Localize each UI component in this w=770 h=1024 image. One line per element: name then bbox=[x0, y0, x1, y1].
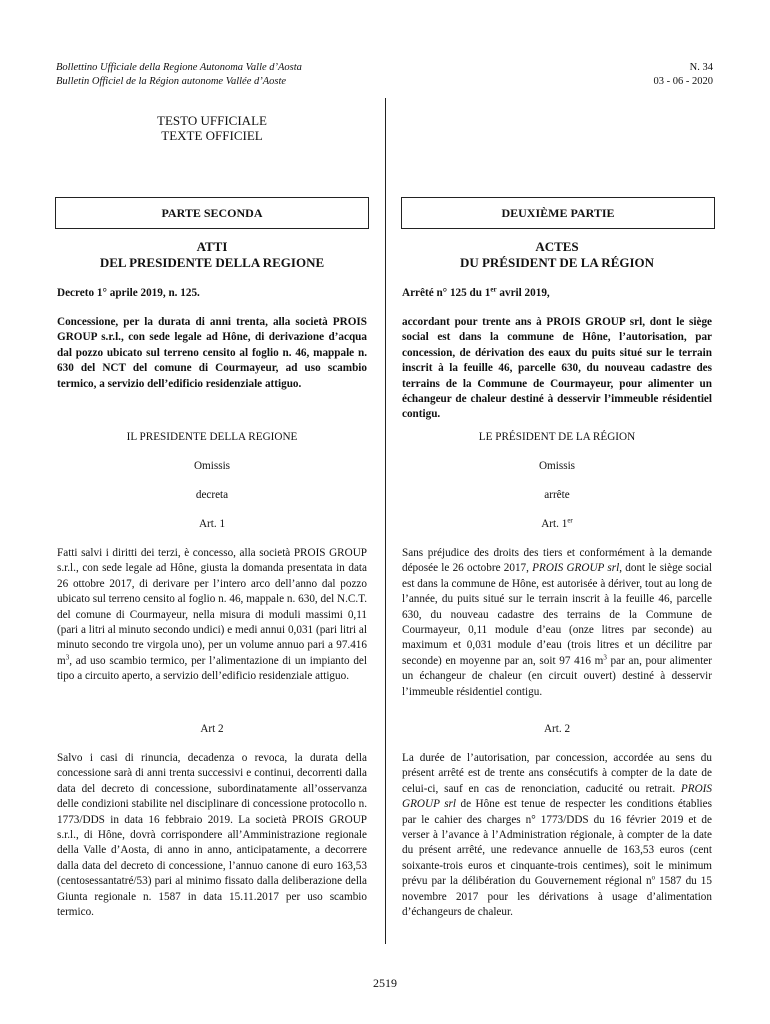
article1-heading-it: Art. 1 bbox=[198, 518, 226, 530]
part-box-it: PARTE SECONDA bbox=[55, 197, 369, 229]
article1-heading-fr-text: Art. 1 bbox=[541, 518, 568, 530]
cubic-superscript-fr: 3 bbox=[603, 653, 607, 662]
decree-title-fr-part2: avril 2019, bbox=[496, 287, 550, 299]
section-heading-fr bbox=[402, 239, 712, 271]
cubic-superscript-it: 3 bbox=[65, 653, 70, 662]
article1-body-it bbox=[57, 546, 367, 685]
section-heading-it-line1: ATTI bbox=[196, 239, 228, 254]
decrees-fr: arrête bbox=[544, 489, 570, 501]
decree-title-fr-part1: Arrêté n° 125 du 1 bbox=[402, 287, 491, 299]
decree-subject-it: Concessione, per la durata di anni trenta, alla società PROIS GROUP s.r.l., con sede legale ad Hône, di derivazione d’acqua dal pozzo ubicato sul terreno censito al foglio n. 46, mappale n. 630 del NCT del comune di Courmayeur, ad uso scambio termico, a servizio dell’edificio residenziale attiguo. bbox=[57, 316, 367, 390]
column-divider bbox=[385, 98, 386, 944]
decree-title-fr-sup: er bbox=[490, 285, 497, 294]
number-superscript-fr: o bbox=[651, 873, 656, 882]
decree-subject-fr: accordant pour trente ans à PROIS GROUP srl, dont le siège social est dans la commune de Hône, l’autorisation, par concession, de dérivation des eaux du puits situé sur le terrain inscrit à la feuille 46, parcelle 630, du nouveau cadastre des terrains de la Commune de Courmayeur, pour alimenter un échangeur de chaleur destiné à desservir l’immeuble résidentiel contigu. bbox=[402, 316, 712, 421]
article2-body-fr-part1: La durée de l’autorisation, par concession, accordée au sens du présent arrêté est de trente ans consécutifs à compter de la date de celui-ci, sauf en cas de renonciation, caducité ou retrait. bbox=[402, 752, 712, 795]
article2-body-fr-part3: 1587 du 15 novembre 2017 pour les dérivations à usage d’alimentation d’échangeurs de chaleur. bbox=[402, 875, 712, 919]
article2-company-fr: PROIS GROUP srl bbox=[402, 782, 712, 811]
article1-body-fr-part3: par an, pour alimenter un échangeur de chaleur (en circuit ouvert) destiné à desservir l’immeuble résidentiel contigu. bbox=[402, 654, 712, 698]
issue-date: 03 - 06 - 2020 bbox=[653, 76, 713, 87]
bulletin-title-it: Bollettino Ufficiale della Regione Autonoma Valle d’Aosta bbox=[56, 62, 302, 73]
bulletin-title-fr: Bulletin Officiel de la Région autonome Vallée d’Aoste bbox=[56, 76, 287, 87]
decrees-it: decreta bbox=[195, 489, 229, 501]
section-heading-it-line2: DEL PRESIDENTE DELLA REGIONE bbox=[99, 255, 325, 270]
official-text-fr: TEXTE OFFICIEL bbox=[161, 128, 263, 143]
article2-body-fr-part2: de Hône est tenue de respecter les conditions établies par le cahier des charges n° 1773/DDS du 16 février 2019 et de verser à l’avance à l’Administration régionale, à compter de la date du présent arrêté, une redevance annuelle de 163,53 euros (cent soixante-trois euros et cinquante-trois centimes), soit le minimum prévu par la délibération du Gouvernement régional n bbox=[402, 798, 712, 888]
article2-heading-it: Art 2 bbox=[200, 723, 224, 735]
article1-heading-fr-sup: er bbox=[567, 516, 573, 525]
article2-heading-fr: Art. 2 bbox=[543, 723, 571, 735]
section-heading-it bbox=[57, 239, 367, 271]
authority-fr: LE PRÉSIDENT DE LA RÉGION bbox=[478, 431, 636, 443]
article1-heading-fr bbox=[402, 517, 712, 532]
article1-body-fr-part2: , dont le siège social est dans la commune de Hône, est autorisée à dériver, tout au long de l’année, du puits situé sur le terrain inscrit à la feuille 46, parcelle 630, du nouveau cadastre des terrains de la Commune de Courmayeur, 0,11 module d’eau (onze litres par seconde) au maximum et 0,031 module d’eau (trois litres et un décilitre par seconde) en moyenne par an, soit 97 416 m bbox=[402, 562, 713, 667]
omissis-it: Omissis bbox=[193, 460, 231, 472]
section-heading-fr-line1: ACTES bbox=[535, 239, 579, 254]
article1-body-it-part1: Fatti salvi i diritti dei terzi, è concesso, alla società PROIS GROUP s.r.l., con sede legale ad Hône, giusta la domanda presentata in data 26 ottobre 2017, di derivare per l’intero arco dell’anno dal pozzo ubicato sul terreno censito al foglio n. 46, mappale n. 630, del N.C.T. del comune di Courmayeur, nella misura di moduli massimi 0,11 (pari a litri al minuto secondo undici) e medi annui 0,031 (pari litri al minuto secondo tre virgola uno), per un volume annuo pari a 97.416 m bbox=[57, 547, 367, 667]
decree-title-fr bbox=[402, 286, 712, 301]
part-box-fr: DEUXIÈME PARTIE bbox=[401, 197, 715, 229]
section-heading-fr-line2: DU PRÉSIDENT DE LA RÉGION bbox=[459, 255, 655, 270]
article1-company-fr: PROIS GROUP srl bbox=[532, 562, 620, 575]
issue-number: N. 34 bbox=[689, 62, 713, 73]
official-text-title bbox=[57, 113, 367, 143]
decree-title-it: Decreto 1° aprile 2019, n. 125. bbox=[57, 287, 200, 299]
page-number: 2519 bbox=[373, 976, 397, 990]
article2-body-fr bbox=[402, 751, 712, 920]
article1-body-fr-part1: Sans préjudice des droits des tiers et conformément à la demande déposée le 26 octobre 2017, bbox=[402, 547, 712, 575]
bulletin-title bbox=[56, 61, 376, 89]
issue-info bbox=[563, 61, 713, 89]
authority-it: IL PRESIDENTE DELLA REGIONE bbox=[126, 431, 298, 443]
official-text-it: TESTO UFFICIALE bbox=[157, 113, 267, 128]
article1-body-it-part2: , ad uso scambio termico, per l’alimentazione di un impianto del tipo a circuito aperto, a servizio dell’edificio residenziale attiguo. bbox=[57, 654, 367, 683]
omissis-fr: Omissis bbox=[538, 460, 576, 472]
article1-body-fr bbox=[402, 546, 712, 700]
article2-body-it: Salvo i casi di rinuncia, decadenza o revoca, la durata della concessione sarà di anni trenta successivi e continui, decorrenti dalla data del decreto di concessione, subordinatamente all’osservanza delle condizioni stabilite nel disciplinare di concessione protocollo n. 1773/DDS in data 16 febbraio 2019. La società PROIS GROUP s.r.l., di Hône, dovrà corrispondere all’Amministrazione regionale della Valle d’Aosta, di anno in anno, anticipatamente, a decorrere dalla data del decreto di concessione, l’annuo canone di euro 163,53 (centosessantatré/53) pari al minimo fissato dalla deliberazione della Giunta regionale n. 1587 in data 15.11.2017 per uso scambio termico. bbox=[57, 752, 367, 919]
